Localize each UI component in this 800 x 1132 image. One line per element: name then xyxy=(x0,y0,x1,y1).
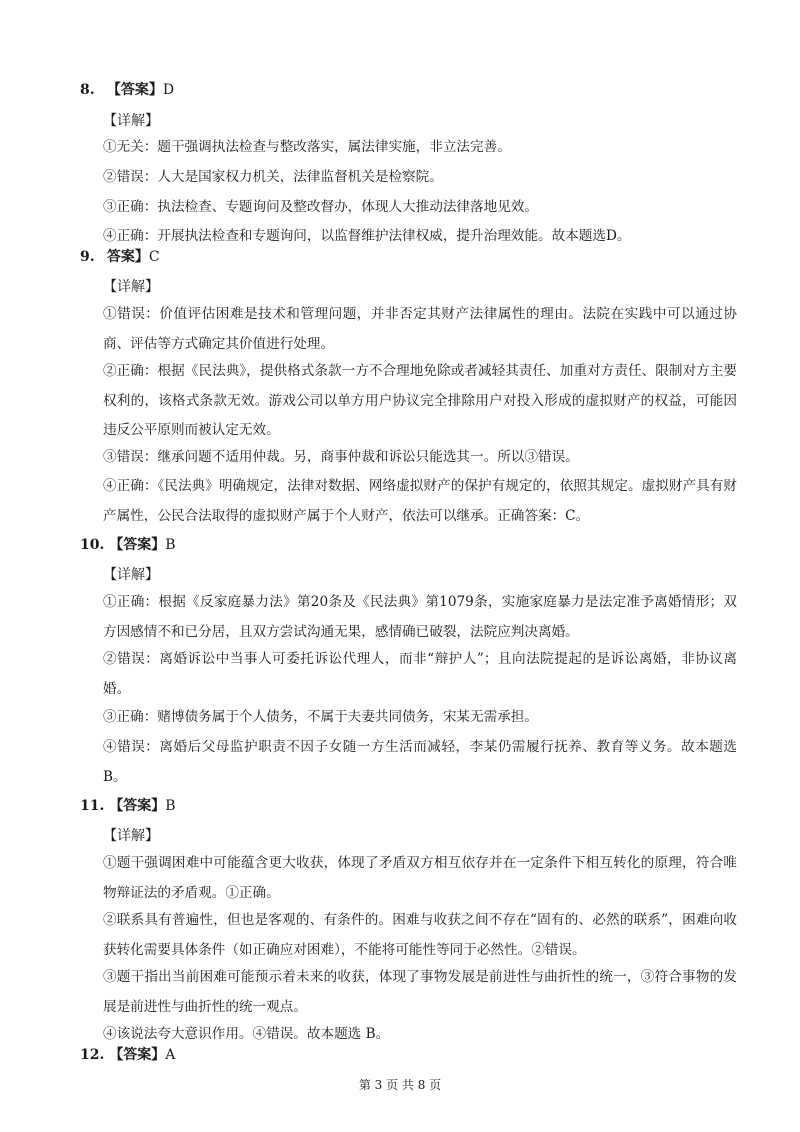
explain-header: 【详解】 xyxy=(103,567,159,583)
explain-item: ③正确：执法检查、专题询问及整改督办，体现人大推动法律落地见效。 xyxy=(103,199,538,215)
answer-tag: 【答案】 xyxy=(109,1047,166,1063)
question-9-answer-line xyxy=(80,246,740,268)
answer-tag: 【答案】 xyxy=(106,82,163,98)
explain-item: ④正确：开展执法检查和专题询问，以监督维护法律权威，提升治理效能。故本题选D。 xyxy=(103,228,631,244)
answer-value: B xyxy=(165,798,176,814)
explain-header: 【详解】 xyxy=(103,113,159,129)
explain-item: ②正确：根据《民法典》，提供格式条款一方不合理地免除或者减轻其责任、加重对方责任、限制对方主要权利的，该格式条款无效。游戏公司以单方用户协议完全排除用户对投入形成的虚拟财产的权益，可能因违反公平原则而被认定无效。 xyxy=(103,363,737,438)
explain-item: ①题干强调困难中可能蕴含更大收获，体现了矛盾双方相互依存并在一定条件下相互转化的原理，符合唯物辩证法的矛盾观。①正确。 xyxy=(103,855,737,901)
answer-value: A xyxy=(165,1047,176,1063)
page-footer: 第 3 页 共 8 页 xyxy=(358,1078,442,1092)
question-12-answer-line xyxy=(80,1044,740,1066)
answer-tag: 答案】 xyxy=(106,249,149,265)
explain-header: 【详解】 xyxy=(103,828,159,844)
question-10-answer-line xyxy=(80,534,740,556)
explain-item: ②联系具有普遍性，但也是客观的、有条件的。困难与收获之间不存在“固有的、必然的联系”，困难向收获转化需要具体条件（如正确应对困难），不能将可能性等同于必然性。②错误。 xyxy=(103,912,737,958)
question-number: 12. xyxy=(80,1047,105,1063)
explain-item: ①错误：价值评估困难是技术和管理问题，并非否定其财产法律属性的理由。法院在实践中可以通过协商、评估等方式确定其价值进行处理。 xyxy=(103,306,737,352)
explain-item: ②错误：离婚诉讼中当事人可委托诉讼代理人，而非“辩护人”；且向法院提起的是诉讼离婚，非协议离婚。 xyxy=(103,651,737,697)
explain-item: ②错误：人大是国家权力机关，法律监督机关是检察院。 xyxy=(103,169,443,185)
explain-item: ③正确：赌博债务属于个人债务，不属于夫妻共同债务，宋某无需承担。 xyxy=(103,709,538,725)
answer-value: C xyxy=(148,249,160,265)
question-11-answer-line xyxy=(80,795,740,817)
answer-value: D xyxy=(162,82,175,98)
explain-item: ③错误：继承问题不适用仲裁。另，商事仲裁和诉讼只能选其一。所以③错误。 xyxy=(103,449,579,465)
explain-item: ①正确：根据《反家庭暴力法》第20条及《民法典》第1079条，实施家庭暴力是法定准予离婚情形；双方因感情不和已分居，且双方尝试沟通无果，感情确已破裂，法院应判决离婚。 xyxy=(103,594,737,640)
answer-tag: 【答案】 xyxy=(109,537,166,553)
question-8-answer-line xyxy=(80,79,740,101)
explain-item: ④该说法夸大意识作用。④错误。故本题选 B。 xyxy=(103,1026,390,1042)
question-number: 10. xyxy=(80,537,105,553)
explain-header: 【详解】 xyxy=(103,279,159,295)
answer-tag: 【答案】 xyxy=(109,798,166,814)
question-number: 11. xyxy=(80,798,105,814)
question-number: 8. xyxy=(80,82,95,98)
explain-item: ③题干指出当前困难可能预示着未来的收获，体现了事物发展是前进性与曲折性的统一，③符合事物的发展是前进性与曲折性的统一观点。 xyxy=(103,969,737,1015)
explain-item: ④错误：离婚后父母监护职责不因子女随一方生活而减轻，李某仍需履行抚养、教育等义务。故本题选B。 xyxy=(103,739,737,785)
explain-item: ④正确：《民法典》明确规定，法律对数据、网络虚拟财产的保护有规定的，依照其规定。虚拟财产具有财产属性，公民合法取得的虚拟财产属于个人财产，依法可以继承。正确答案：C。 xyxy=(103,478,737,524)
question-number: 9. xyxy=(80,249,95,265)
answer-value: B xyxy=(165,537,176,553)
explain-item: ①无关：题干强调执法检查与整改落实，属法律实施，非立法完善。 xyxy=(103,139,511,155)
